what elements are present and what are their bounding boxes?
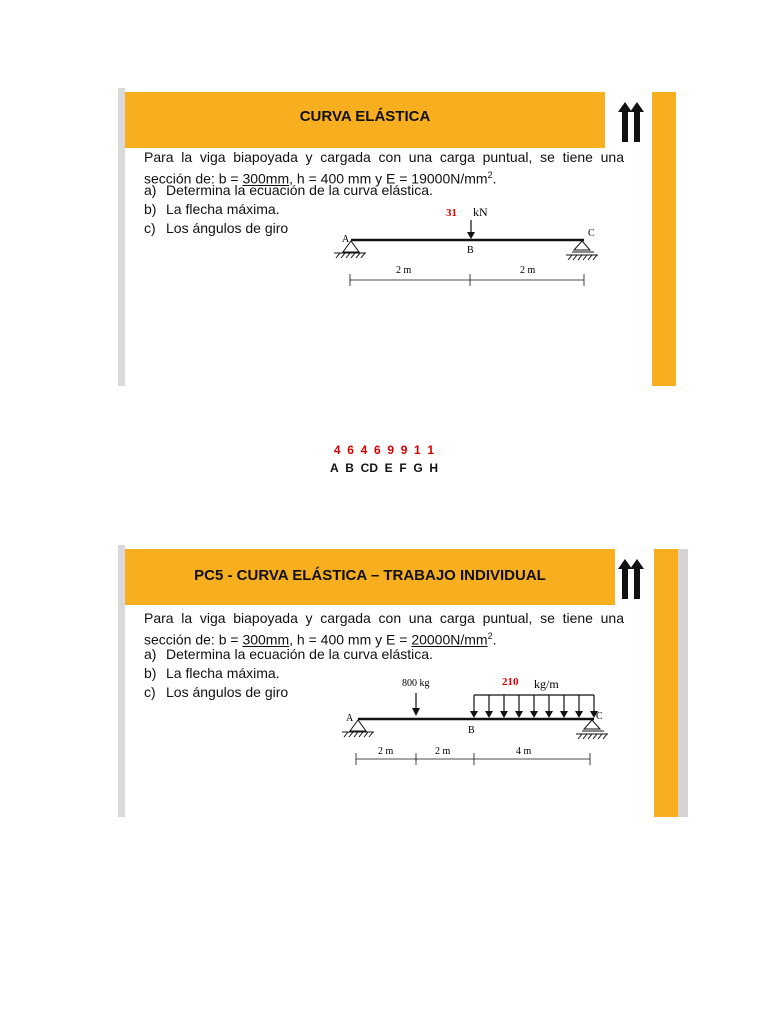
right-orange-bar <box>654 549 678 817</box>
list-item: c) Los ángulos de giro <box>144 684 289 700</box>
left-border <box>118 88 125 386</box>
left-border <box>118 545 125 817</box>
answer-digits: 4 6 4 6 9 9 1 1 <box>333 443 435 457</box>
problem-statement <box>144 609 624 649</box>
list-item: b) La flecha máxima. <box>144 665 280 681</box>
load-value: 31 <box>446 207 457 219</box>
roller-support-icon <box>566 241 598 260</box>
label-c: C <box>588 228 595 239</box>
list-item: b) La flecha máxima. <box>144 201 280 217</box>
slide-pc5 <box>118 545 690 817</box>
dist-load-value: 210 <box>502 676 519 688</box>
university-logo-icon <box>608 555 654 601</box>
label-c: C <box>596 711 603 722</box>
point-load-label: 800 kg <box>402 678 430 689</box>
slide-curva-elastica <box>118 88 680 386</box>
dim-1: 2 m <box>378 746 394 757</box>
statement-line-1: Para la viga biapoyada y cargada con una carga puntual, se tiene una <box>144 149 624 165</box>
point-load-arrow-icon <box>467 232 475 239</box>
dim-1: 2 m <box>396 265 412 276</box>
slide-title: CURVA ELÁSTICA <box>299 108 431 125</box>
point-load-arrow-icon <box>412 708 420 716</box>
roller-support-icon <box>576 720 608 739</box>
load-unit: kN <box>473 205 488 219</box>
right-gray-bar <box>678 549 688 817</box>
list-item: c) Los ángulos de giro <box>144 220 289 236</box>
statement-line-2: sección de: b = 300mm, h = 400 mm y $E = 19000N/mm^2$. <box>144 170 497 187</box>
pin-support-icon <box>334 241 366 258</box>
dist-load-unit: kg/m <box>534 677 559 691</box>
label-b: B <box>468 725 475 736</box>
beam-diagram-1 <box>326 200 616 292</box>
label-a: A <box>346 713 354 724</box>
list-item: a) Determina la ecuación de la curva elástica. <box>144 646 433 662</box>
university-logo-icon <box>608 98 654 144</box>
statement-line-2: sección de: b = 300mm, h = 400 mm y $E = 20000N/mm^2$. <box>144 631 497 648</box>
answer-letters: A B CD E F G H <box>329 461 439 475</box>
list-item: a) Determina la ecuación de la curva elástica. <box>144 182 433 198</box>
label-a: A <box>342 234 350 245</box>
distributed-load-icon <box>470 695 598 718</box>
dim-3: 4 m <box>516 746 532 757</box>
beam-diagram-2 <box>338 673 618 771</box>
slide-title: PC5 - CURVA ELÁSTICA – TRABAJO INDIVIDUAL <box>194 567 546 584</box>
dim-2: 2 m <box>520 265 536 276</box>
dim-2: 2 m <box>435 746 451 757</box>
statement-line-1: Para la viga biapoyada y cargada con una carga puntual, se tiene una <box>144 610 624 626</box>
label-b: B <box>467 245 474 256</box>
right-orange-bar <box>652 92 676 386</box>
